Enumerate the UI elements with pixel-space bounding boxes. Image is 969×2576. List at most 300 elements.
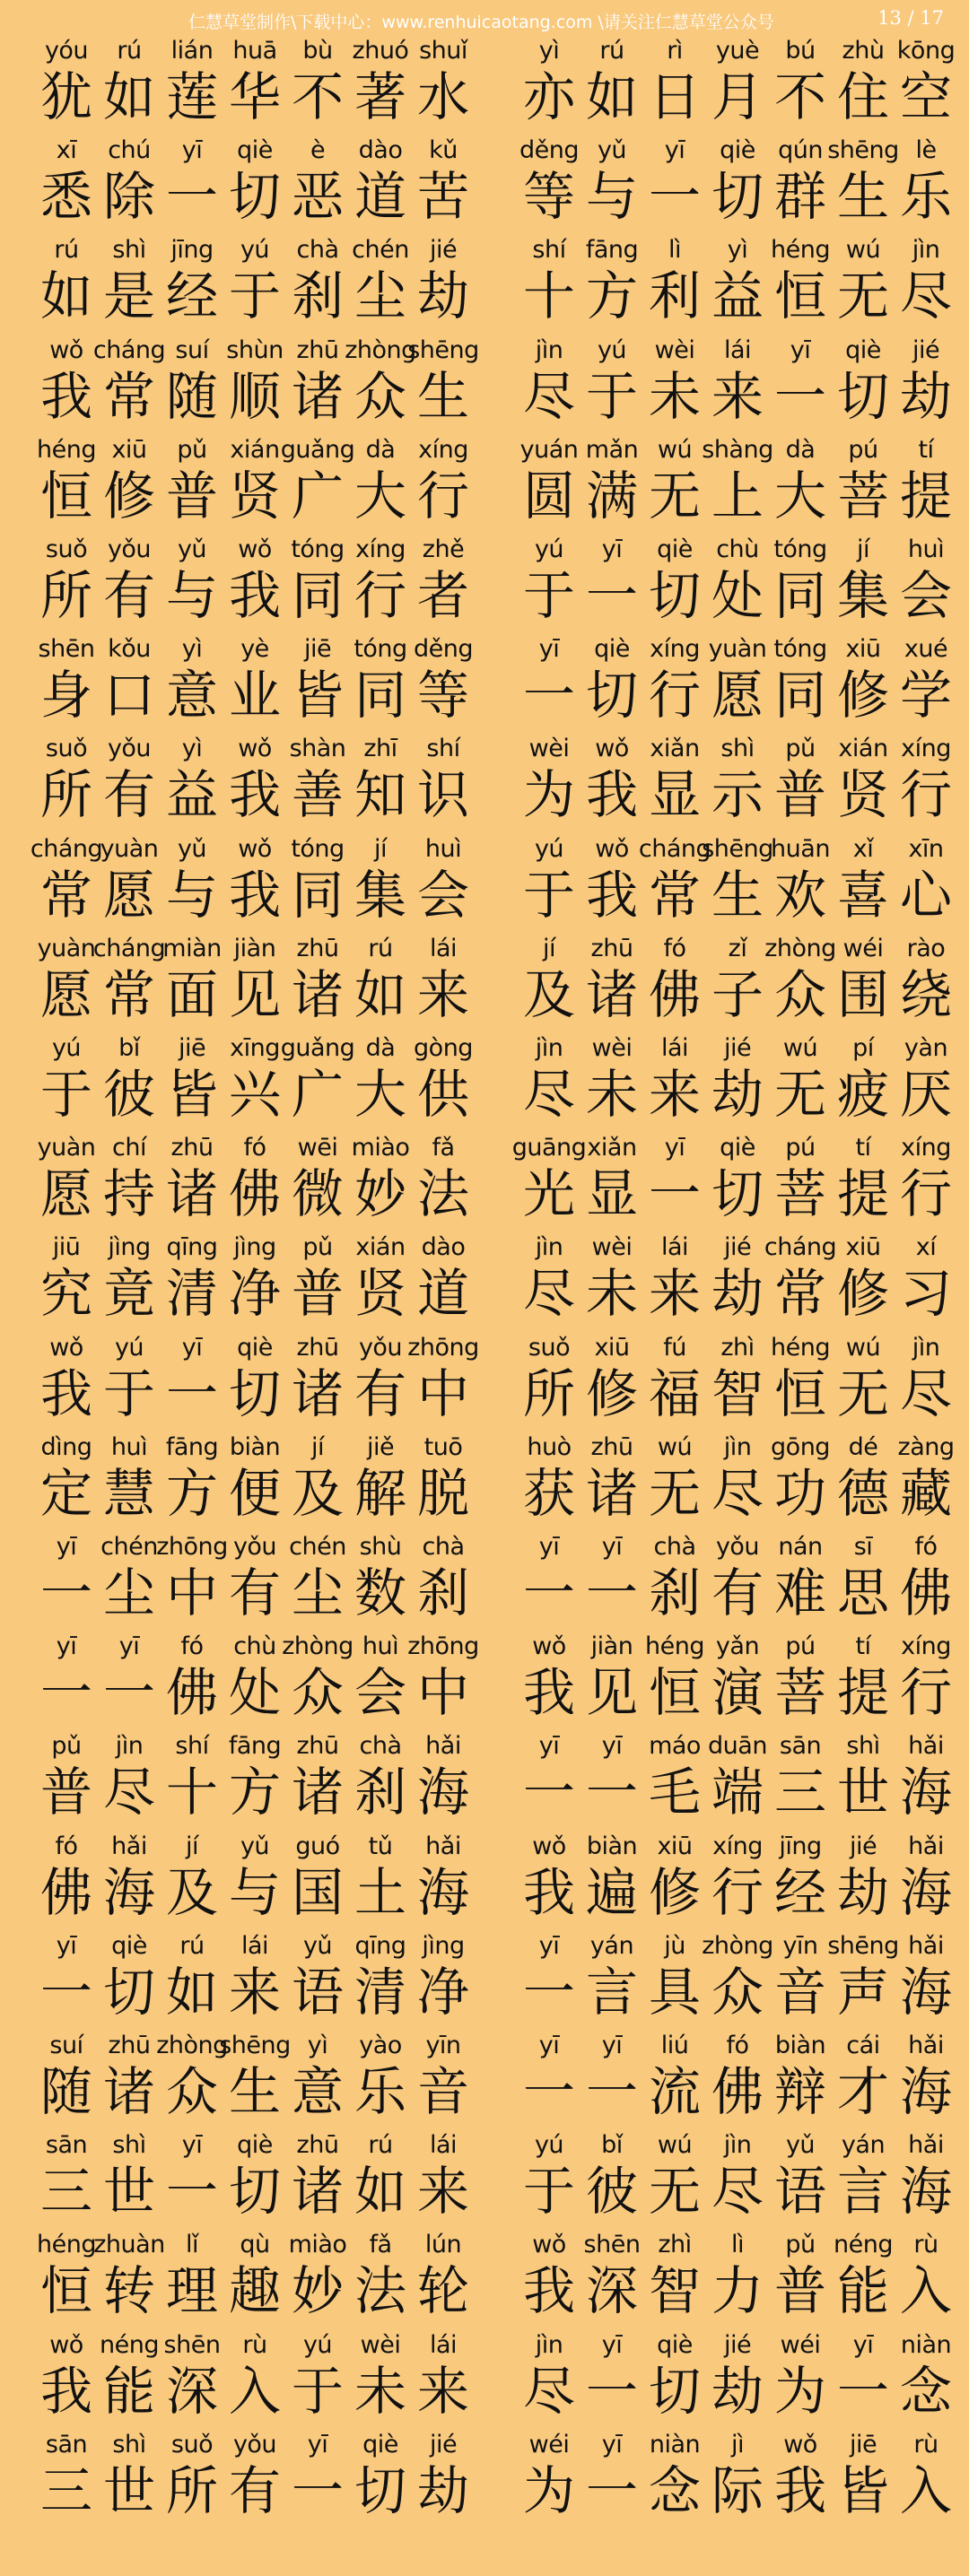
verse-line [519, 36, 958, 135]
pinyin: zhòng [156, 2032, 228, 2059]
verse-line [36, 2330, 476, 2429]
hanzi: 有 [102, 764, 155, 826]
pinyin: xíng [901, 735, 951, 763]
hanzi: 清 [354, 1961, 406, 2023]
pinyin: jié [429, 2430, 458, 2459]
pinyin: qiè [720, 136, 755, 165]
verse-line [519, 1931, 958, 2030]
pinyin: lái [429, 2330, 458, 2359]
pinyin: lái [240, 1931, 269, 1960]
hanzi: 恒 [773, 1362, 826, 1424]
pinyin: yī [601, 2032, 623, 2059]
pinyin: fó [914, 1533, 938, 1561]
pinyin: dà [785, 435, 816, 464]
verse-line [519, 834, 958, 933]
pinyin: jìn [535, 335, 563, 364]
verse-line [36, 2230, 476, 2328]
hanzi: 中 [165, 1562, 218, 1623]
hanzi: 竟 [102, 1263, 155, 1325]
page-header [0, 5, 969, 38]
verse-line [519, 1432, 958, 1531]
pinyin: lì [730, 2231, 744, 2259]
pinyin: wèi [360, 2330, 401, 2359]
pinyin: fú [663, 1333, 686, 1362]
pinyin: chà [422, 1533, 465, 1561]
pinyin: niàn [900, 2330, 952, 2359]
pinyin: miào [351, 1134, 410, 1162]
hanzi: 一 [585, 565, 638, 626]
hanzi: 不 [773, 66, 826, 127]
pinyin: suí [49, 2032, 83, 2059]
hanzi: 及 [291, 1462, 344, 1524]
hanzi: 解 [354, 1462, 406, 1524]
hanzi: 世 [836, 1762, 889, 1823]
char-cell [895, 2430, 956, 2528]
pinyin: wǒ [595, 735, 629, 763]
pinyin: yuàn [708, 635, 767, 664]
hanzi: 行 [354, 565, 406, 626]
pinyin: jìn [115, 1732, 144, 1761]
verse-line [519, 135, 958, 234]
pinyin: chén [100, 1533, 158, 1561]
hanzi: 方 [585, 265, 638, 327]
pinyin: huì [362, 1632, 399, 1661]
pinyin: héng [645, 1632, 704, 1661]
pinyin: yuàn [100, 834, 159, 863]
hanzi: 显 [648, 764, 701, 826]
pinyin: rì [667, 37, 683, 65]
pinyin: dà [365, 1034, 396, 1062]
hanzi: 菩 [773, 1662, 826, 1724]
pinyin: tóng [773, 635, 827, 664]
pinyin: yī [181, 136, 203, 165]
hanzi: 与 [165, 864, 218, 926]
pinyin: chén [352, 236, 409, 265]
hanzi: 我 [39, 365, 92, 427]
pinyin: tóng [291, 535, 345, 563]
hanzi: 贤 [836, 764, 889, 826]
hanzi: 毛 [648, 1762, 701, 1823]
pinyin: qún [778, 136, 823, 165]
pinyin: dìng [40, 1432, 92, 1461]
hanzi: 随 [39, 2061, 92, 2122]
hanzi: 常 [39, 864, 92, 926]
pinyin: chà [296, 236, 339, 265]
hanzi: 贤 [354, 1263, 406, 1325]
hanzi: 藏 [899, 1462, 952, 1524]
pinyin: zhū [590, 934, 633, 962]
hanzi: 无 [648, 1462, 701, 1524]
hanzi: 益 [711, 265, 764, 327]
hanzi: 常 [102, 365, 155, 427]
hanzi: 净 [228, 1263, 281, 1325]
hanzi: 处 [711, 565, 764, 626]
pinyin: lái [660, 1233, 689, 1262]
pinyin: yǒu [358, 1333, 403, 1362]
hanzi: 刹 [354, 1762, 406, 1823]
pinyin: yǔ [240, 1832, 270, 1860]
pinyin: yī [56, 1533, 77, 1561]
char-cell [895, 1632, 956, 1730]
pinyin: yī [538, 635, 560, 664]
pinyin: huì [424, 834, 462, 863]
char-cell [895, 2230, 956, 2328]
pinyin: jí [373, 834, 387, 863]
pinyin: jù [664, 1931, 685, 1960]
pinyin: qiè [594, 635, 630, 664]
pinyin: chù [233, 1632, 276, 1661]
hanzi: 生 [711, 864, 764, 926]
hanzi: 贤 [228, 465, 281, 527]
hanzi: 供 [416, 1064, 469, 1125]
hanzi: 声 [836, 1961, 889, 2023]
pinyin: xiū [845, 1233, 881, 1262]
pinyin: tóng [773, 535, 827, 563]
pinyin: jiē [303, 635, 332, 664]
pinyin: xíng [901, 1632, 951, 1661]
char-cell [413, 36, 474, 135]
pinyin: kōng [896, 37, 956, 65]
hanzi: 面 [165, 963, 218, 1025]
pinyin: yī [538, 1732, 560, 1761]
pinyin: yī [601, 2430, 623, 2459]
hanzi: 我 [522, 1662, 575, 1724]
pinyin: xiū [657, 1832, 693, 1860]
pinyin: guǎng [280, 1034, 355, 1062]
verse-line [519, 1333, 958, 1432]
pinyin: fāng [228, 1732, 282, 1761]
hanzi: 一 [585, 1762, 638, 1823]
hanzi: 者 [416, 565, 469, 626]
hanzi: 常 [773, 1263, 826, 1325]
pinyin: zhù [842, 37, 885, 65]
pinyin: suǒ [45, 535, 88, 563]
pinyin: fāng [165, 1432, 219, 1461]
pinyin: wú [657, 1432, 693, 1461]
hanzi: 我 [39, 1362, 92, 1424]
pinyin: shí [426, 735, 460, 763]
pinyin: hǎi [908, 2032, 944, 2059]
hanzi: 来 [416, 2360, 469, 2422]
char-cell [895, 1133, 956, 1231]
pinyin: huā [232, 37, 277, 65]
pinyin: jīng [170, 236, 214, 265]
pinyin: jìn [535, 2330, 563, 2359]
verse-line [36, 1033, 476, 1132]
hanzi: 皆 [165, 1064, 218, 1125]
char-cell [895, 934, 956, 1032]
hanzi: 我 [585, 764, 638, 826]
pinyin: jí [185, 1832, 198, 1860]
hanzi: 如 [39, 265, 92, 327]
hanzi: 尽 [522, 2360, 575, 2422]
hanzi: 如 [585, 66, 638, 127]
hanzi: 所 [39, 764, 92, 826]
hanzi: 一 [165, 166, 218, 228]
hanzi: 愿 [102, 864, 155, 926]
hanzi: 是 [102, 265, 155, 327]
hanzi: 有 [711, 1562, 764, 1623]
char-cell [413, 1532, 474, 1631]
pinyin: yī [664, 136, 685, 165]
hanzi: 言 [585, 1961, 638, 2023]
char-cell [895, 1232, 956, 1331]
hanzi: 菩 [773, 1163, 826, 1225]
hanzi: 口 [102, 665, 155, 727]
hanzi: 一 [39, 1961, 92, 2023]
hanzi: 海 [899, 1961, 952, 2023]
hanzi: 及 [522, 963, 575, 1025]
pinyin: yè [240, 635, 269, 664]
pinyin: wèi [591, 1034, 633, 1062]
hanzi: 除 [102, 166, 155, 228]
hanzi: 日 [648, 66, 701, 127]
char-cell [895, 535, 956, 633]
pinyin: duān [708, 1732, 767, 1761]
verse-line [36, 934, 476, 1032]
pinyin: wǒ [238, 535, 272, 563]
char-cell [413, 1731, 474, 1830]
hanzi: 佛 [648, 963, 701, 1025]
pinyin: shàng [702, 435, 773, 464]
hanzi: 我 [773, 2459, 826, 2521]
verse-line [36, 235, 476, 334]
pinyin: wéi [842, 934, 884, 962]
pinyin: wǒ [595, 834, 629, 863]
hanzi: 一 [102, 1662, 155, 1724]
hanzi: 悉 [39, 166, 92, 228]
hanzi: 群 [773, 166, 826, 228]
pinyin: yī [56, 1632, 77, 1661]
hanzi: 一 [648, 166, 701, 228]
pinyin: qù [240, 2231, 270, 2259]
pinyin: zǐ [728, 934, 747, 962]
hanzi: 空 [899, 66, 952, 127]
pinyin: pǔ [51, 1732, 82, 1761]
hanzi: 身 [39, 665, 92, 727]
pinyin: jié [429, 236, 458, 265]
pinyin: zhū [296, 1333, 339, 1362]
hanzi: 佛 [228, 1163, 281, 1225]
pinyin: shēn [583, 2231, 641, 2259]
verse-line [36, 1632, 479, 1730]
pinyin: chà [653, 1533, 696, 1561]
pinyin: yǒu [715, 1533, 760, 1561]
hanzi: 尽 [522, 1263, 575, 1325]
pinyin: yī [538, 1931, 560, 1960]
hanzi: 修 [648, 1861, 701, 1923]
pinyin: cháng [92, 335, 166, 364]
hanzi: 行 [899, 764, 952, 826]
verse-line [36, 734, 476, 832]
pinyin: dào [421, 1233, 466, 1262]
pinyin: yàn [904, 1034, 948, 1062]
pinyin: jìn [912, 236, 940, 265]
hanzi: 入 [899, 2459, 952, 2521]
pinyin: jìn [535, 1233, 563, 1262]
pinyin: qiè [237, 136, 273, 165]
pinyin: lái [429, 934, 458, 962]
hanzi: 一 [165, 1362, 218, 1424]
hanzi: 来 [711, 365, 764, 427]
pinyin: lì [668, 236, 681, 265]
pinyin: yǒu [107, 535, 152, 563]
char-cell [895, 2330, 956, 2429]
pinyin: cháng [92, 934, 166, 962]
hanzi: 疲 [836, 1064, 889, 1125]
char-cell [413, 2130, 474, 2229]
pinyin: xué [904, 635, 948, 664]
hanzi: 提 [836, 1662, 889, 1724]
pinyin: yào [359, 2032, 402, 2059]
pinyin: yǒu [107, 735, 152, 763]
pinyin: biàn [586, 1832, 638, 1860]
hanzi: 生 [416, 365, 469, 427]
hanzi: 端 [711, 1762, 764, 1823]
hanzi: 未 [648, 365, 701, 427]
pinyin: zhì [658, 2231, 692, 2259]
pinyin: qiè [237, 2131, 273, 2160]
hanzi: 普 [291, 1263, 344, 1325]
hanzi: 学 [899, 665, 952, 727]
hanzi: 行 [899, 1662, 952, 1724]
hanzi: 与 [228, 1861, 281, 1923]
verse-line [519, 2031, 958, 2129]
pinyin: guāng [511, 1134, 587, 1162]
pinyin: shēng [219, 2032, 291, 2059]
pinyin: wèi [591, 1233, 633, 1262]
hanzi: 国 [291, 1861, 344, 1923]
hanzi: 切 [648, 2360, 701, 2422]
pinyin: yǒu [232, 1533, 277, 1561]
hanzi: 同 [773, 665, 826, 727]
hanzi: 一 [165, 2161, 218, 2223]
pinyin: lái [429, 2131, 458, 2160]
hanzi: 切 [354, 2459, 406, 2521]
hanzi: 功 [773, 1462, 826, 1524]
pinyin: wǒ [532, 2231, 566, 2259]
hanzi: 我 [522, 1861, 575, 1923]
hanzi: 中 [416, 1362, 469, 1424]
pinyin: shì [112, 2430, 146, 2459]
hanzi: 修 [102, 465, 155, 527]
pinyin: néng [100, 2330, 159, 2359]
hanzi: 深 [585, 2260, 638, 2322]
verse-line [519, 435, 958, 534]
hanzi: 遍 [585, 1861, 638, 1923]
char-cell [413, 2430, 474, 2528]
hanzi: 诸 [291, 2161, 344, 2223]
pinyin: bǐ [118, 1034, 140, 1062]
pinyin: liú [660, 2032, 689, 2059]
pinyin: lái [723, 335, 752, 364]
hanzi: 入 [899, 2260, 952, 2322]
hanzi: 智 [648, 2260, 701, 2322]
hanzi: 一 [585, 2360, 638, 2422]
pinyin: yú [240, 236, 270, 265]
hanzi: 一 [39, 1562, 92, 1623]
char-cell [413, 2031, 474, 2129]
pinyin: huì [907, 535, 945, 563]
char-cell [413, 1832, 474, 1930]
hanzi: 著 [354, 66, 406, 127]
hanzi: 数 [354, 1562, 406, 1623]
pinyin: yǔ [302, 1931, 333, 1960]
hanzi: 显 [585, 1163, 638, 1225]
char-cell [413, 634, 474, 733]
hanzi: 三 [39, 2459, 92, 2521]
pinyin: wǒ [49, 335, 83, 364]
char-cell [413, 1033, 474, 1132]
pinyin: è [310, 136, 326, 165]
hanzi: 我 [228, 864, 281, 926]
pinyin: xián [230, 435, 280, 464]
pinyin: jié [912, 335, 940, 364]
pinyin: jiàn [233, 934, 276, 962]
hanzi: 愿 [39, 1163, 92, 1225]
pinyin: lún [424, 2231, 462, 2259]
verse-line [519, 2430, 958, 2528]
hanzi: 微 [291, 1163, 344, 1225]
hanzi: 修 [836, 1263, 889, 1325]
hanzi: 诸 [165, 1163, 218, 1225]
hanzi: 海 [899, 1762, 952, 1823]
hanzi: 知 [354, 764, 406, 826]
pinyin: xǐ [852, 834, 874, 863]
hanzi: 佛 [39, 1861, 92, 1923]
hanzi: 才 [836, 2061, 889, 2122]
pinyin: sān [45, 2430, 88, 2459]
pinyin: yǒu [232, 2430, 277, 2459]
hanzi: 未 [354, 2360, 406, 2422]
hanzi: 意 [291, 2061, 344, 2122]
hanzi: 一 [773, 365, 826, 427]
hanzi: 获 [522, 1462, 575, 1524]
char-cell [895, 235, 956, 334]
pinyin: xī [56, 136, 77, 165]
pinyin: shì [112, 2131, 146, 2160]
hanzi: 诸 [291, 963, 344, 1025]
verse-line [511, 1133, 958, 1231]
hanzi: 大 [354, 1064, 406, 1125]
hanzi: 于 [102, 1362, 155, 1424]
pinyin: bú [785, 37, 816, 65]
pinyin: jīng [779, 1832, 822, 1860]
hanzi: 尘 [102, 1562, 155, 1623]
pinyin: zhuàn [93, 2231, 165, 2259]
pinyin: jìng [233, 1233, 276, 1262]
hanzi: 能 [102, 2360, 155, 2422]
hanzi: 喜 [836, 864, 889, 926]
pinyin: yǎn [715, 1632, 760, 1661]
pinyin: tóng [291, 834, 345, 863]
hanzi: 众 [711, 1961, 764, 2023]
pinyin: suǒ [528, 1333, 571, 1362]
pinyin: yǔ [177, 834, 207, 863]
hanzi: 来 [416, 2161, 469, 2223]
hanzi: 恶 [291, 166, 344, 228]
verse-line [36, 435, 476, 534]
hanzi: 有 [228, 1562, 281, 1623]
hanzi: 心 [899, 864, 952, 926]
pinyin: miào [288, 2231, 347, 2259]
char-cell [895, 1333, 956, 1432]
hanzi: 苦 [416, 166, 469, 228]
verse-line [519, 1532, 958, 1631]
hanzi: 经 [165, 265, 218, 327]
pinyin: gòng [414, 1034, 473, 1062]
hanzi: 劫 [899, 365, 952, 427]
